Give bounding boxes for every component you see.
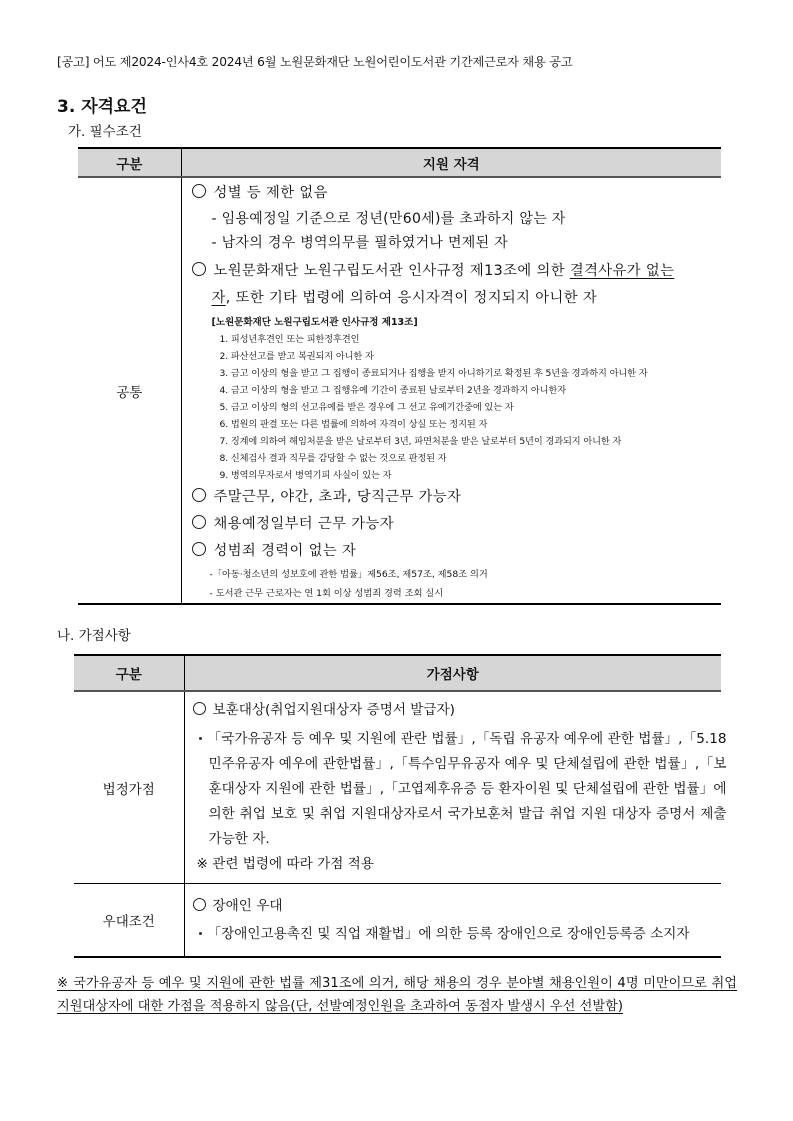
bonus-heading: 장애인 우대	[193, 894, 722, 919]
regulation-item: 4. 금고 이상의 형을 받고 그 집행유예 기간이 종료된 날로부터 2년을 경과하지 아니한자	[219, 385, 567, 396]
regulation-title: [노원문화재단 노원구립도서관 인사규정 제13조]	[211, 317, 418, 328]
header-bonus: 가점사항	[184, 655, 721, 691]
circle-bullet-icon	[192, 542, 206, 556]
condition-subitem: - 임용예정일 기준으로 정년(만60세)를 초과하지 않는 자	[211, 211, 566, 227]
subsection-bonus-title: 나. 가점사항	[57, 628, 131, 644]
regulation-item: 7. 징계에 의하여 해임처분을 받은 날로부터 3년, 파면처분을 받은 날로부터 5년이 경과되지 아니한 자	[219, 436, 622, 447]
condition-item: 주말근무, 야간, 초과, 당직근무 가능자	[192, 484, 722, 511]
regulation-item: 5. 금고 이상의 형의 선고유예를 받은 경우에 그 선고 유예기간중에 있는 자	[219, 402, 514, 413]
bonus-bullet: 「장애인고용촉진 및 직업 재활법」에 의한 등록 장애인으로 장애인등록증 소지자	[193, 922, 727, 947]
table-row	[74, 691, 721, 884]
header-qualification: 지원 자격	[181, 148, 721, 177]
condition-item-continued: 자, 또한 기타 법령에 의하여 응시자격이 정지되지 아니한 자	[211, 290, 598, 306]
qualification-cell	[181, 177, 721, 604]
bonus-cell	[184, 691, 727, 884]
circle-bullet-icon	[193, 702, 206, 715]
table-row	[78, 177, 721, 604]
regulation-item: 6. 법원의 판결 또는 다른 법률에 의하여 자격이 상실 또는 정지된 자	[219, 419, 488, 430]
circle-bullet-icon	[192, 184, 206, 198]
condition-item: 노원문화재단 노원구립도서관 인사규정 제13조에 의한 결격사유가 없는	[192, 258, 722, 285]
table-header-row	[78, 148, 721, 177]
regulation-item: 3. 금고 이상의 형을 받고 그 집행이 종료되거나 집행을 받지 아니하기로 확정된 후 5년을 경과하지 아니한 자	[219, 368, 648, 379]
subsection-required-title: 가. 필수조건	[68, 124, 142, 140]
table-row	[74, 884, 721, 958]
condition-note: - 도서관 근무 근로자는 연 1회 이상 성범죄 경력 조회 실시	[209, 588, 444, 599]
bonus-bullet: 「국가유공자 등 예우 및 지원에 관란 법률」,「독립 유공자 예우에 관한 법률」,「5.18 민주유공자 예우에 관한법률」,「특수임무유공자 예우 및 단체설립에 관한 법률」,「보훈대상자 지원에 관한 법률」,「고엽제후유증 등 환자이원 및 단체설립에 관한 법률」에 의한 취업 보호 및 취업 지원대상자로서 국가보훈처 발급 취업 지원 대상자 증명서 제출 가능한 자.	[193, 727, 727, 852]
condition-item: 성별 등 제한 없음	[192, 180, 722, 207]
bullet-dot-icon	[199, 737, 202, 740]
category-cell: 우대조건	[74, 884, 184, 958]
circle-bullet-icon	[192, 515, 206, 529]
circle-bullet-icon	[193, 898, 206, 911]
table-header-row	[74, 655, 721, 691]
bonus-cell	[184, 884, 721, 958]
bonus-note: ※ 관련 법령에 따라 가점 적용	[196, 856, 374, 872]
category-cell: 공통	[78, 177, 181, 604]
required-conditions-table	[78, 147, 721, 605]
header-category: 구분	[78, 148, 181, 177]
regulation-item: 1. 피성년후견인 또는 피한정후견인	[219, 334, 360, 345]
underlined-text: 결격사유가 없는	[569, 263, 675, 279]
circle-bullet-icon	[192, 488, 206, 502]
bonus-heading: 보훈대상(취업지원대상자 증명서 발급자)	[193, 698, 722, 723]
condition-item: 성범죄 경력이 없는 자	[192, 538, 722, 565]
condition-item: 채용예정일부터 근무 가능자	[192, 511, 722, 538]
circle-bullet-icon	[192, 262, 206, 276]
condition-subitem: - 남자의 경우 병역의무를 필하였거나 면제된 자	[211, 235, 509, 251]
footnote: ※ 국가유공자 등 예우 및 지원에 관한 법률 제31조에 의거, 해당 채용의 경우 분야별 채용인원이 4명 미만이므로 취업지원대상자에 대한 가점을 적용하지 않음(단, 선발예정인원을 초과하여 동점자 발생시 우선 선발함)	[57, 976, 737, 1014]
bonus-points-table	[74, 654, 727, 958]
section-title: 3. 자격요건	[57, 97, 147, 117]
category-cell: 법정가점	[74, 691, 184, 884]
header-category: 구분	[74, 655, 184, 691]
document-header: [공고] 어도 제2024-인사4호 2024년 6월 노원문화재단 노원어린이도서관 기간제근로자 채용 공고	[57, 55, 573, 69]
regulation-item: 8. 신체검사 결과 직무를 감당할 수 없는 것으로 판정된 자	[219, 453, 447, 464]
condition-note: -「아동·청소년의 성보호에 관한 법률」제56조, 제57조, 제58조 의거	[209, 569, 488, 580]
regulation-item: 2. 파산선고를 받고 복권되지 아니한 자	[219, 351, 374, 362]
bullet-dot-icon	[199, 932, 202, 935]
regulation-item: 9. 병역의무자로서 병역기피 사실이 있는 자	[219, 470, 392, 481]
